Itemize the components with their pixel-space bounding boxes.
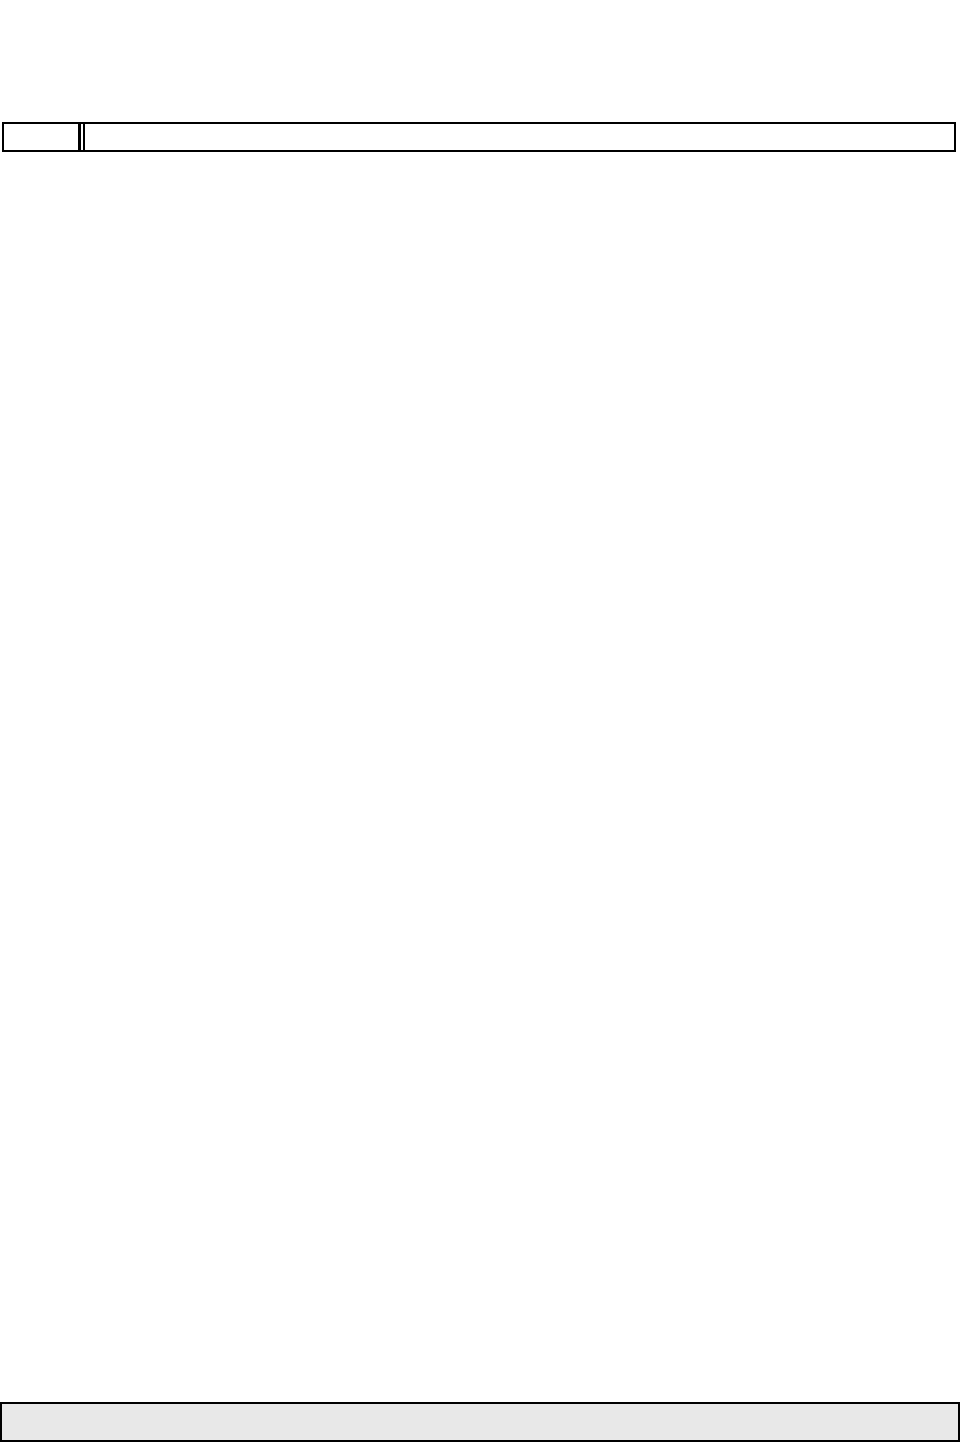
column-header bbox=[0, 0, 960, 20]
group-code bbox=[2, 122, 81, 152]
page-footer bbox=[0, 1402, 960, 1442]
group-name bbox=[78, 122, 956, 152]
group-header bbox=[2, 122, 956, 152]
